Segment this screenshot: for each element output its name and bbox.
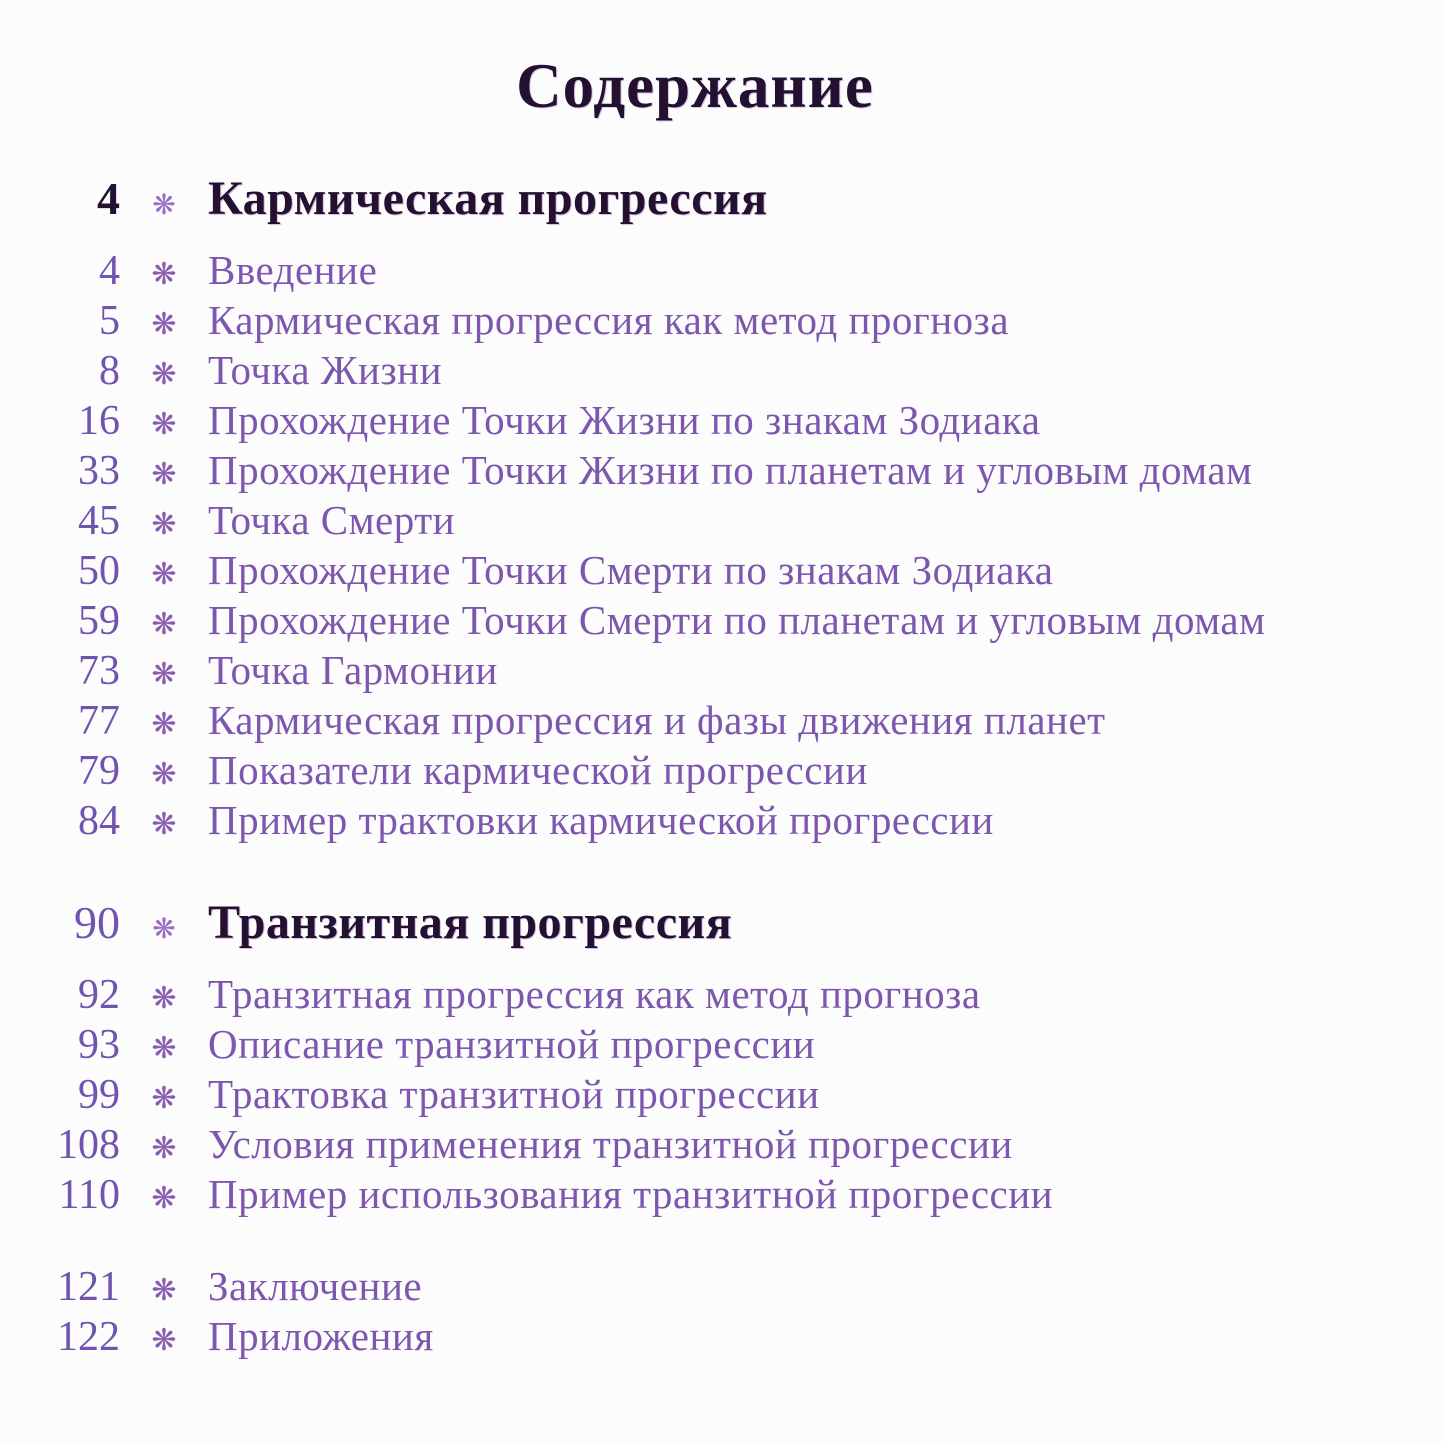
page-number: 4 (99, 248, 120, 294)
asterisk-icon: ❋ (152, 190, 176, 221)
toc-entry (40, 745, 1415, 795)
toc-heading-row (40, 891, 1415, 955)
page-number: 4 (97, 173, 120, 224)
toc-entry (40, 695, 1415, 745)
asterisk-icon: ❋ (151, 1324, 177, 1357)
page-number: 93 (78, 1022, 120, 1068)
toc-entry (40, 595, 1415, 645)
asterisk-icon: ❋ (152, 914, 176, 945)
page-number: 45 (78, 498, 120, 544)
toc-entry-label: Точка Гармонии (208, 647, 498, 693)
toc-entry (40, 495, 1415, 545)
asterisk-icon: ❋ (151, 1182, 177, 1215)
asterisk-icon: ❋ (151, 258, 177, 291)
toc-heading-row (40, 167, 1415, 231)
toc-heading-label: Транзитная прогрессия (208, 896, 733, 949)
toc-entry-label: Показатели кармической прогрессии (208, 747, 868, 793)
toc-section-karmic (40, 167, 1415, 845)
toc-entry-label: Приложения (208, 1313, 434, 1359)
page-number: 121 (57, 1264, 120, 1310)
page-number: 79 (78, 748, 120, 794)
asterisk-icon: ❋ (151, 808, 177, 841)
asterisk-icon: ❋ (151, 1032, 177, 1065)
page-number: 5 (99, 298, 120, 344)
asterisk-icon: ❋ (151, 1274, 177, 1307)
asterisk-icon: ❋ (151, 358, 177, 391)
page-number: 90 (74, 897, 120, 948)
toc-entry (40, 1019, 1415, 1069)
toc-entry (40, 645, 1415, 695)
toc-entry-label: Введение (208, 247, 378, 293)
toc-entry-label: Трактовка транзитной прогрессии (208, 1071, 820, 1117)
toc-entry-label: Прохождение Точки Смерти по знакам Зодиака (208, 547, 1054, 593)
toc-entry (40, 545, 1415, 595)
toc-entry-label: Транзитная прогрессия как метод прогноза (208, 971, 981, 1017)
toc-entry (40, 345, 1415, 395)
toc-entry-label: Заключение (208, 1263, 423, 1309)
asterisk-icon: ❋ (151, 508, 177, 541)
toc-entry-label: Точка Смерти (208, 497, 456, 543)
toc-entry-label: Кармическая прогрессия как метод прогноза (208, 297, 1010, 343)
toc-entry (40, 795, 1415, 845)
page-number: 92 (78, 972, 120, 1018)
toc-entry-label: Прохождение Точки Жизни по планетам и угловым домам (208, 447, 1253, 493)
page-number: 73 (78, 648, 120, 694)
toc-entry-label: Прохождение Точки Жизни по знакам Зодиака (208, 397, 1041, 443)
page-number: 16 (78, 398, 120, 444)
asterisk-icon: ❋ (151, 608, 177, 641)
toc-section-tail (40, 1261, 1415, 1361)
toc-entry-label: Прохождение Точки Смерти по планетам и угловым домам (208, 597, 1266, 643)
page-number: 84 (78, 798, 120, 844)
toc-entry (40, 295, 1415, 345)
toc-entry (40, 1311, 1415, 1361)
page-number: 50 (78, 548, 120, 594)
page-number: 8 (99, 348, 120, 394)
toc-heading-label: Кармическая прогрессия (208, 172, 768, 225)
page-number: 33 (78, 448, 120, 494)
toc-entry-label: Пример трактовки кармической прогрессии (208, 797, 994, 843)
asterisk-icon: ❋ (151, 658, 177, 691)
asterisk-icon: ❋ (151, 1132, 177, 1165)
toc-entry (40, 395, 1415, 445)
asterisk-icon: ❋ (151, 708, 177, 741)
toc-entry (40, 1069, 1415, 1119)
toc-entry (40, 969, 1415, 1019)
asterisk-icon: ❋ (151, 558, 177, 591)
toc-entry (40, 1119, 1415, 1169)
toc-entry (40, 245, 1415, 295)
toc-entry (40, 1169, 1415, 1219)
table-of-contents (0, 167, 1445, 1361)
page-title: Содержание (516, 51, 874, 121)
toc-entry-label: Пример использования транзитной прогрессии (208, 1171, 1054, 1217)
toc-entry-label: Кармическая прогрессия и фазы движения планет (208, 697, 1106, 743)
asterisk-icon: ❋ (151, 982, 177, 1015)
page-number: 59 (78, 598, 120, 644)
toc-entry-label: Точка Жизни (208, 347, 443, 393)
toc-section-transit (40, 891, 1415, 1219)
page-number: 77 (78, 698, 120, 744)
asterisk-icon: ❋ (151, 1082, 177, 1115)
toc-entry (40, 1261, 1415, 1311)
page-number: 108 (57, 1122, 120, 1168)
asterisk-icon: ❋ (151, 758, 177, 791)
asterisk-icon: ❋ (151, 308, 177, 341)
asterisk-icon: ❋ (151, 408, 177, 441)
asterisk-icon: ❋ (151, 458, 177, 491)
toc-entry-label: Описание транзитной прогрессии (208, 1021, 816, 1067)
page-number: 122 (57, 1314, 120, 1360)
toc-entry-label: Условия применения транзитной прогрессии (208, 1121, 1013, 1167)
toc-entry (40, 445, 1415, 495)
page-number: 99 (78, 1072, 120, 1118)
page-number: 110 (58, 1172, 120, 1218)
